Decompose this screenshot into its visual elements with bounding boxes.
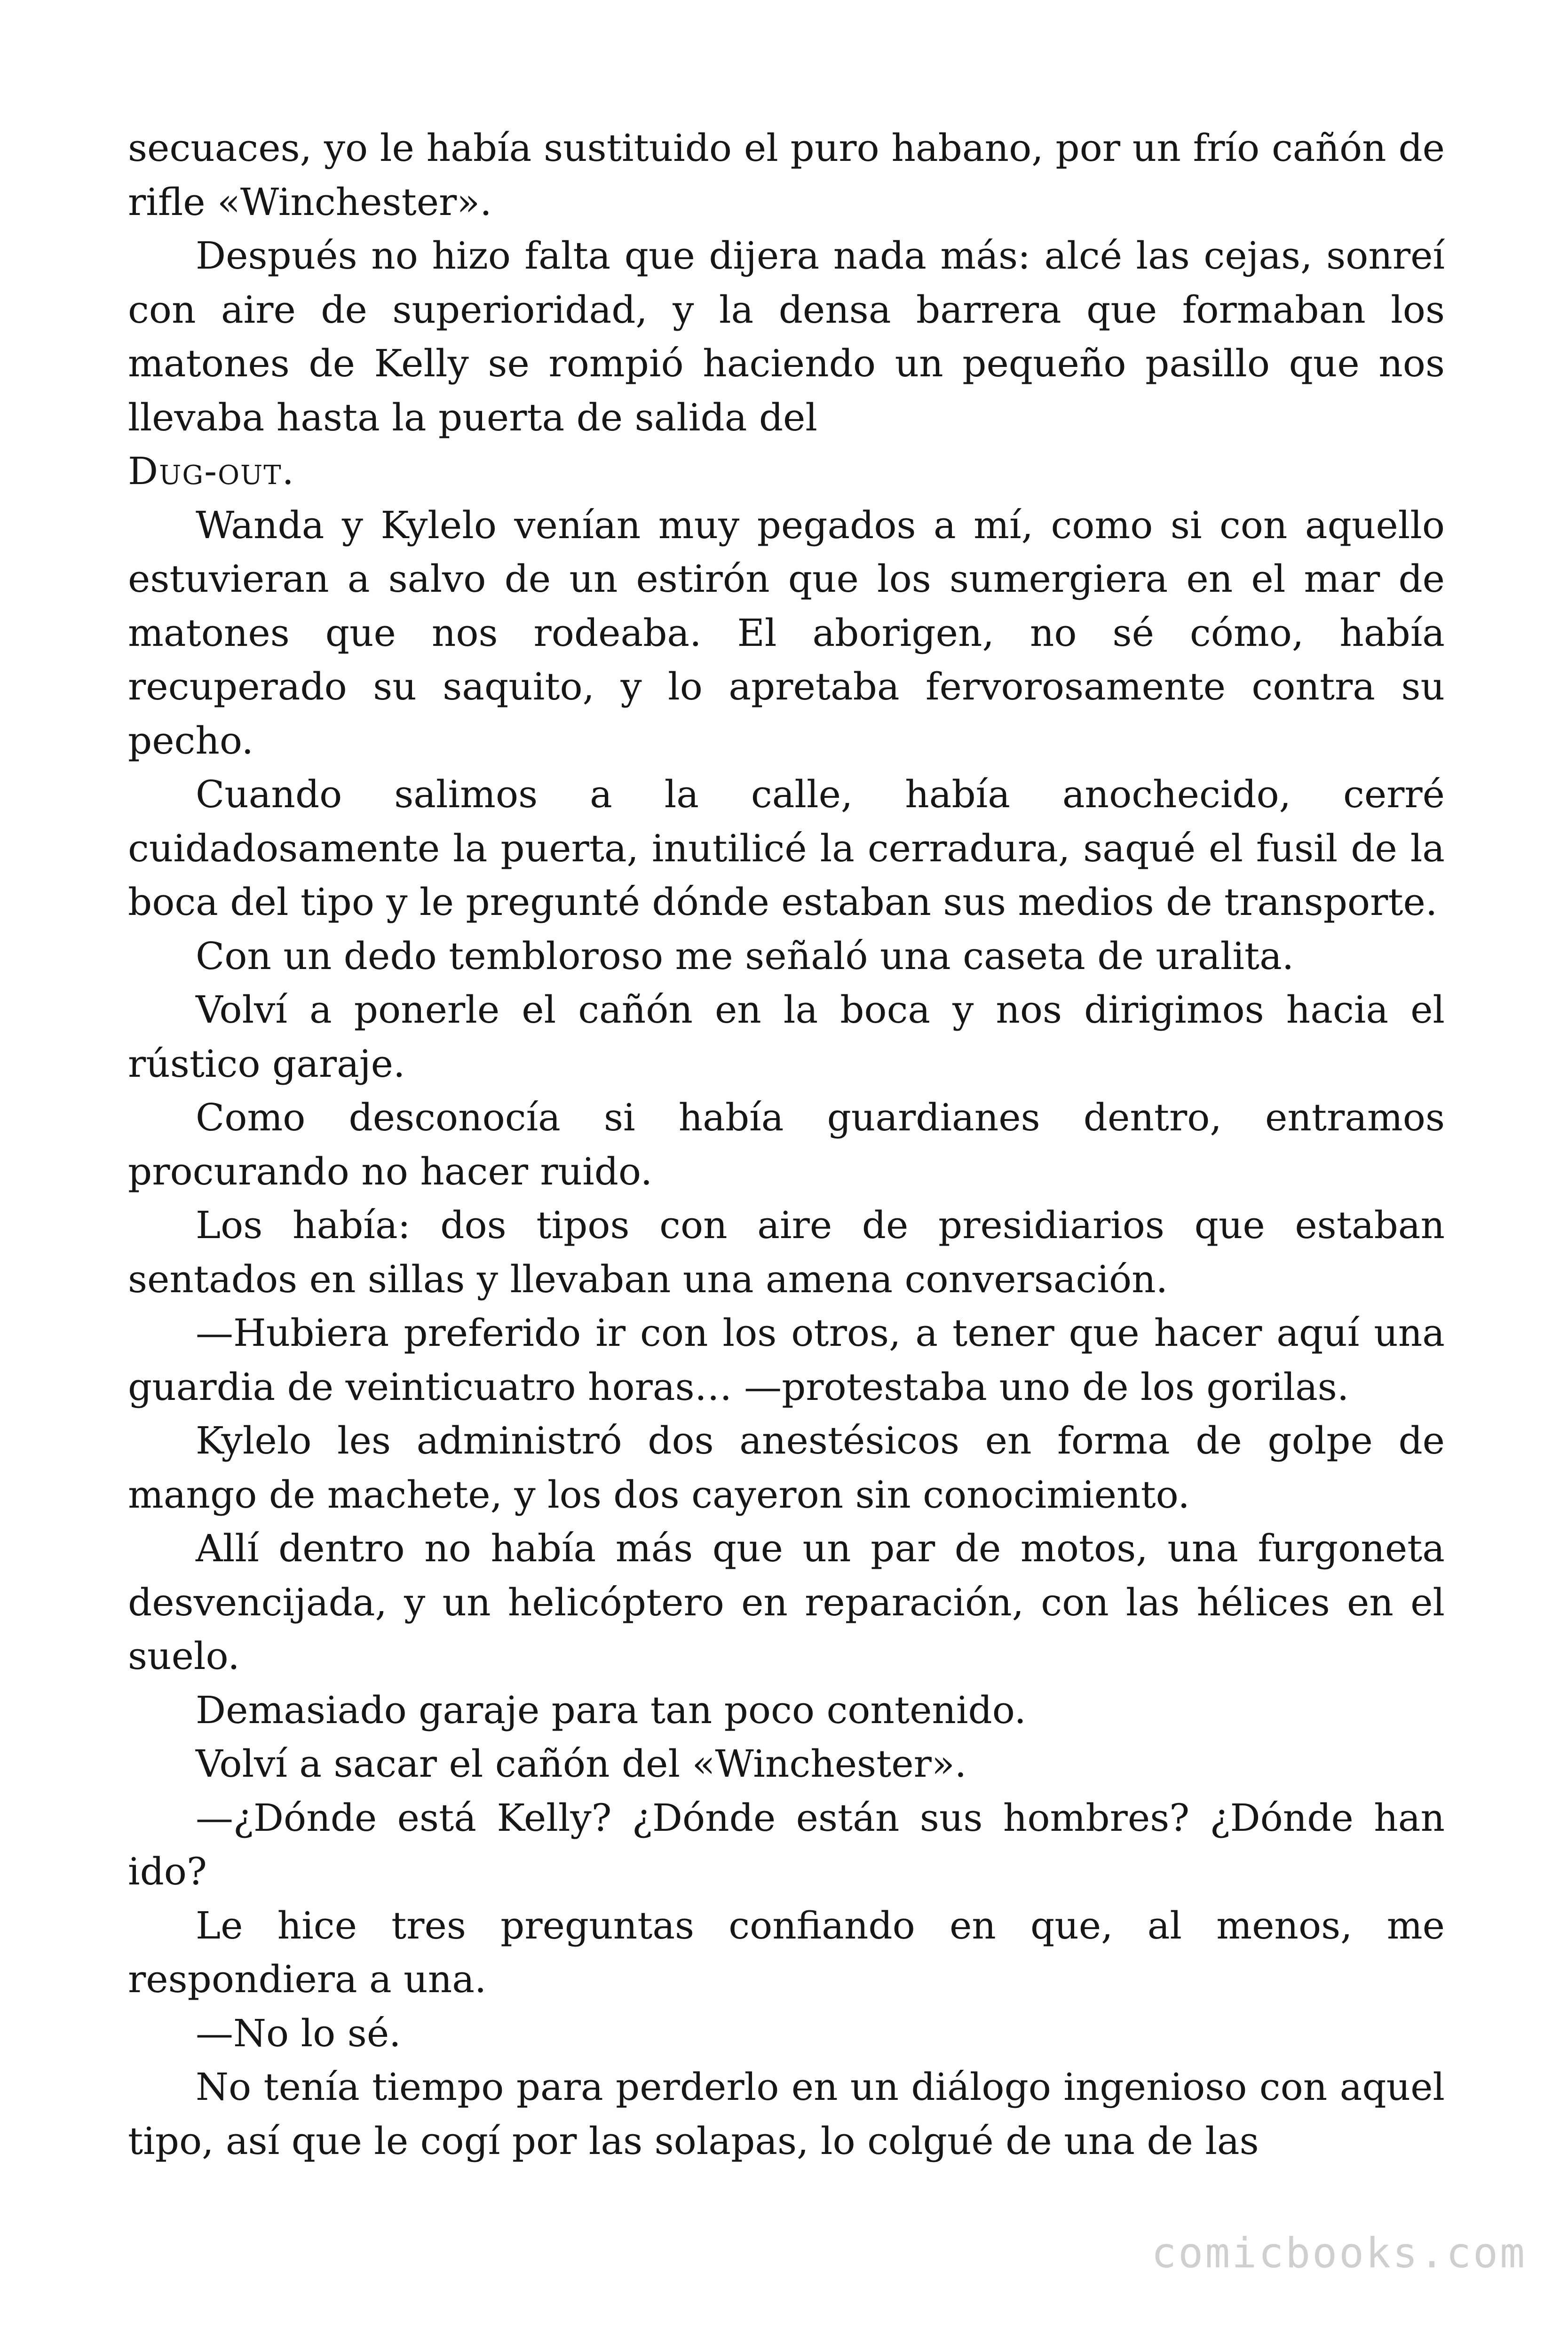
- paragraph: secuaces, yo le había sustituido el puro habano, por un frío cañón de rifle «Winchester».: [128, 126, 1445, 224]
- paragraph: —Hubiera preferido ir con los otros, a tener que hacer aquí una guardia de veinticuatro horas… —protestaba uno de los gorilas.: [128, 1311, 1445, 1409]
- paragraph: Demasiado garaje para tan poco contenido.: [196, 1688, 1026, 1732]
- paragraph: —No lo sé.: [196, 2011, 401, 2055]
- paragraph: Volví a ponerle el cañón en la boca y nos dirigimos hacia el rústico garaje.: [128, 988, 1445, 1086]
- body-text: [128, 121, 1445, 2168]
- paragraph: Cuando salimos a la calle, había anochecido, cerré cuidadosamente la puerta, inutilicé la cerradura, saqué el fusil de la boca del tipo y le pregunté dónde estaban sus medios de transporte.: [128, 772, 1445, 924]
- paragraph: Volví a sacar el cañón del «Winchester».: [196, 1742, 967, 1786]
- paragraph: Kylelo les administró dos anestésicos en forma de golpe de mango de machete, y los dos cayeron sin conocimiento.: [128, 1419, 1445, 1517]
- watermark: comicbooks.com: [1151, 2229, 1527, 2277]
- paragraph: Con un dedo tembloroso me señaló una caseta de uralita.: [196, 934, 1294, 978]
- paragraph: Después no hizo falta que dijera nada más: alcé las cejas, sonreí con aire de superioridad, y la densa barrera que formaban los matones de Kelly se rompió haciendo un pequeño pasillo que nos llevaba hasta la puerta de salida del: [128, 234, 1445, 439]
- paragraph: No tenía tiempo para perderlo en un diálogo ingenioso con aquel tipo, así que le cogí por las solapas, lo colgué de una de las: [128, 2065, 1445, 2163]
- paragraph: Wanda y Kylelo venían muy pegados a mí, como si con aquello estuvieran a salvo de un estirón que los sumergiera en el mar de matones que nos rodeaba. El aborigen, no sé cómo, había recuperado su saquito, y lo apretaba fervorosamente contra su pecho.: [128, 503, 1445, 763]
- paragraph: —¿Dónde está Kelly? ¿Dónde están sus hombres? ¿Dónde han ido?: [128, 1796, 1445, 1893]
- paragraph: Le hice tres preguntas confiando en que, al menos, me respondiera a una.: [128, 1903, 1445, 2001]
- paragraph: Como desconocía si había guardianes dentro, entramos procurando no hacer ruido.: [128, 1096, 1445, 1193]
- paragraph: Los había: dos tipos con aire de presidiarios que estaban sentados en sillas y llevaban una amena conversación.: [128, 1203, 1445, 1301]
- paragraph-smallcaps: Dug-out.: [128, 449, 295, 493]
- paragraph: Allí dentro no había más que un par de motos, una furgoneta desvencijada, y un helicóptero en reparación, con las hélices en el suelo.: [128, 1526, 1445, 1678]
